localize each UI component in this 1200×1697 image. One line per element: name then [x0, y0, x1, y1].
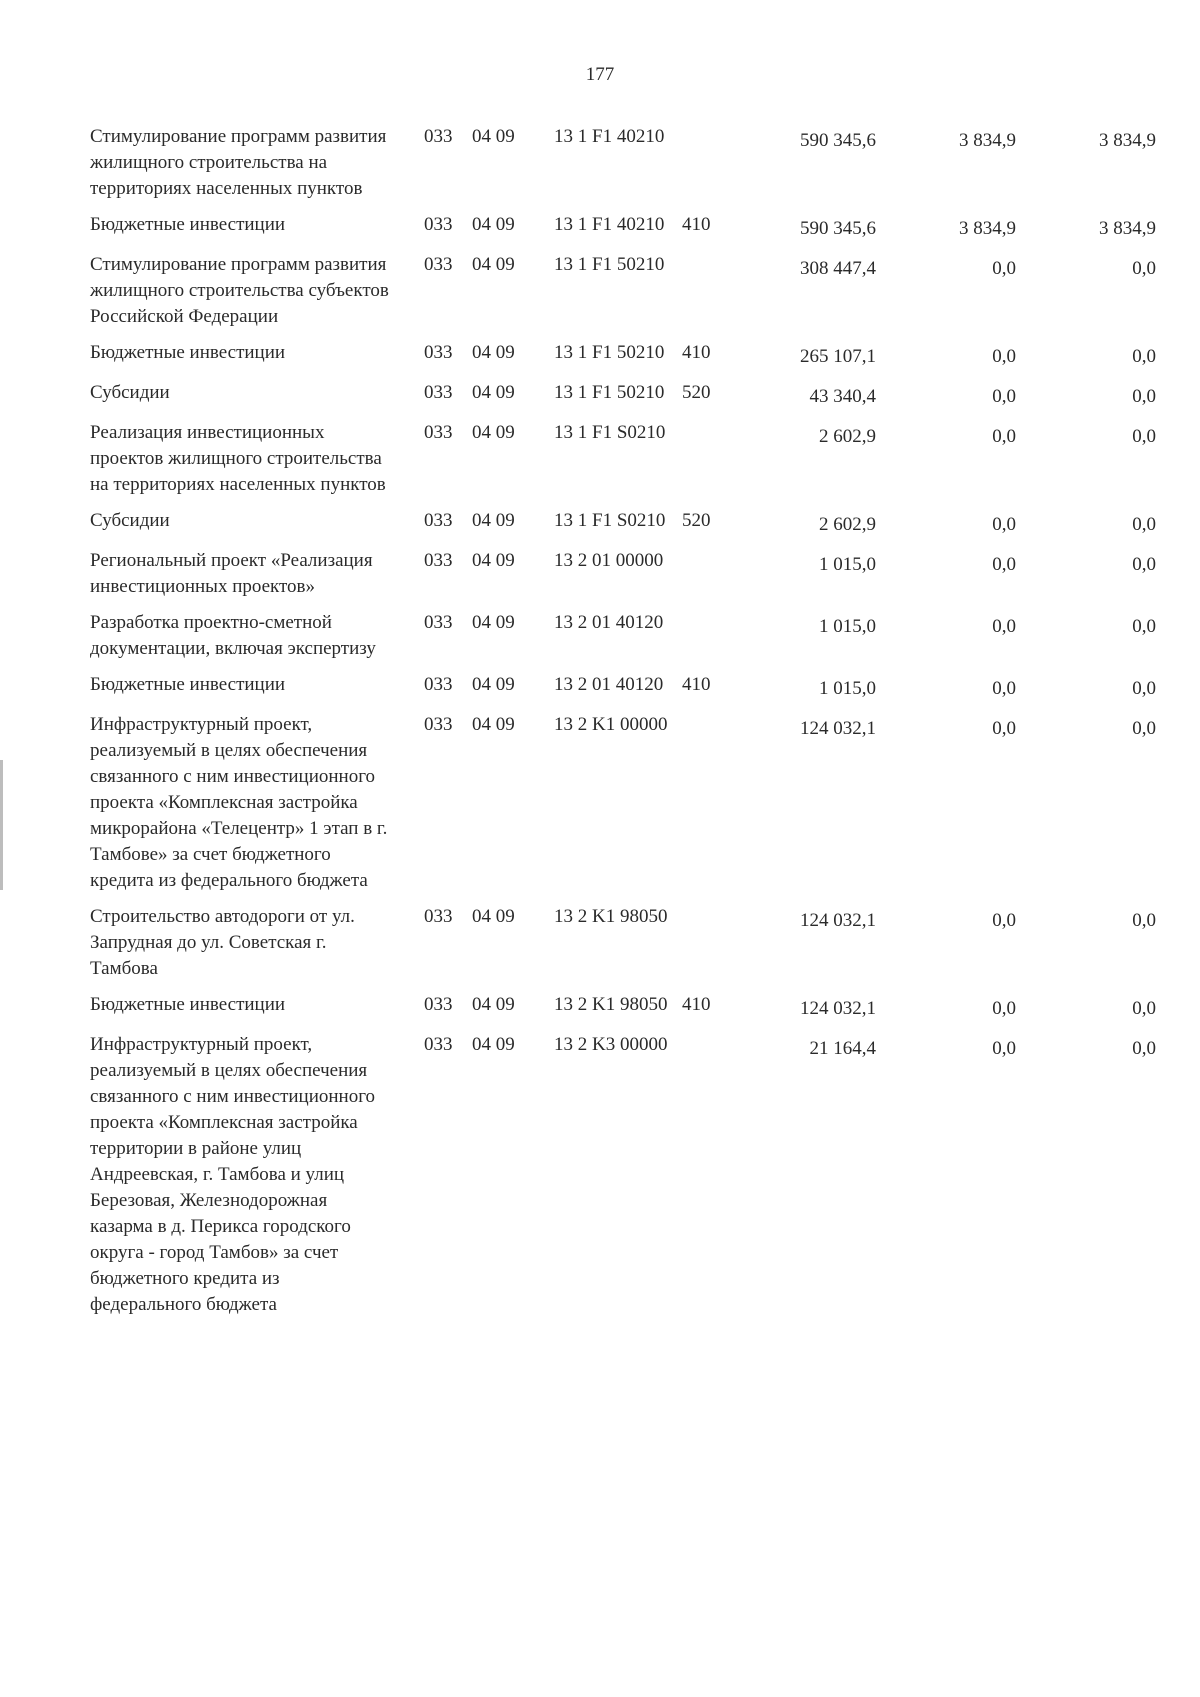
row-value-year3: 0,0	[1132, 554, 1156, 575]
row-value-year2: 0,0	[992, 616, 1016, 637]
row-name: Реализация инвестиционных проектов жилищного строительства на территориях населенных пунктов	[90, 422, 386, 495]
row-value-year3: 3 834,9	[1099, 130, 1156, 151]
row-value-year1: 1 015,0	[819, 554, 876, 575]
row-value-year2: 0,0	[992, 910, 1016, 931]
row-expense-type: 410	[682, 674, 711, 695]
row-value-year2: 0,0	[992, 1038, 1016, 1059]
row-admin-code: 033	[424, 994, 453, 1015]
scan-edge-mark	[0, 760, 3, 890]
row-name: Субсидии	[90, 382, 170, 403]
row-name: Инфраструктурный проект, реализуемый в целях обеспечения связанного с ним инвестиционного проекта «Комплексная застройка микрорайона «Телецентр» 1 этап в г. Тамбове» за счет бюджетного кредита из федерального бюджета	[90, 714, 388, 891]
table-row	[90, 548, 1170, 600]
row-section-code: 04 09	[472, 342, 515, 363]
row-name: Разработка проектно-сметной документации, включая экспертизу	[90, 612, 376, 659]
row-name: Стимулирование программ развития жилищного строительства субъектов Российской Федерации	[90, 254, 389, 327]
row-target-code: 13 1 F1 50210	[554, 254, 665, 275]
row-expense-type	[682, 420, 728, 498]
row-value-year2: 3 834,9	[959, 130, 1016, 151]
row-expense-type	[682, 610, 728, 662]
row-value-year1: 21 164,4	[809, 1038, 876, 1059]
table-row	[90, 124, 1170, 202]
row-target-code: 13 1 F1 40210	[554, 214, 665, 235]
row-expense-type	[682, 124, 728, 202]
row-section-code: 04 09	[472, 906, 515, 927]
row-value-year2: 0,0	[992, 346, 1016, 367]
row-expense-type: 410	[682, 214, 711, 235]
row-target-code: 13 1 F1 50210	[554, 382, 665, 403]
table-row	[90, 380, 1170, 410]
row-section-code: 04 09	[472, 214, 515, 235]
row-value-year3: 0,0	[1132, 678, 1156, 699]
row-value-year3: 0,0	[1132, 426, 1156, 447]
row-value-year1: 590 345,6	[800, 218, 876, 239]
row-name: Бюджетные инвестиции	[90, 674, 286, 695]
row-target-code: 13 1 F1 40210	[554, 126, 665, 147]
row-value-year3: 0,0	[1132, 998, 1156, 1019]
row-value-year1: 590 345,6	[800, 130, 876, 151]
table-row	[90, 212, 1170, 242]
row-value-year2: 3 834,9	[959, 218, 1016, 239]
row-expense-type	[682, 1032, 728, 1318]
table-row	[90, 340, 1170, 370]
row-value-year2: 0,0	[992, 718, 1016, 739]
row-value-year1: 124 032,1	[800, 998, 876, 1019]
table-row	[90, 712, 1170, 894]
row-admin-code: 033	[424, 126, 453, 147]
row-value-year3: 0,0	[1132, 1038, 1156, 1059]
budget-table	[90, 124, 1170, 1328]
row-target-code: 13 2 01 40120	[554, 612, 664, 633]
row-value-year3: 0,0	[1132, 616, 1156, 637]
row-expense-type	[682, 712, 728, 894]
row-target-code: 13 2 K1 00000	[554, 714, 668, 735]
row-value-year3: 0,0	[1132, 910, 1156, 931]
row-section-code: 04 09	[472, 994, 515, 1015]
row-value-year1: 1 015,0	[819, 678, 876, 699]
row-target-code: 13 2 01 40120	[554, 674, 664, 695]
row-value-year2: 0,0	[992, 426, 1016, 447]
page-number: 177	[585, 64, 615, 85]
row-expense-type	[682, 548, 728, 600]
row-value-year2: 0,0	[992, 514, 1016, 535]
row-value-year3: 0,0	[1132, 718, 1156, 739]
row-value-year2: 0,0	[992, 554, 1016, 575]
row-section-code: 04 09	[472, 612, 515, 633]
row-admin-code: 033	[424, 422, 453, 443]
table-row	[90, 420, 1170, 498]
row-value-year1: 2 602,9	[819, 426, 876, 447]
row-admin-code: 033	[424, 906, 453, 927]
table-row	[90, 252, 1170, 330]
row-section-code: 04 09	[472, 674, 515, 695]
row-name: Бюджетные инвестиции	[90, 342, 286, 363]
row-admin-code: 033	[424, 550, 453, 571]
row-admin-code: 033	[424, 1034, 453, 1055]
row-admin-code: 033	[424, 674, 453, 695]
row-value-year1: 265 107,1	[800, 346, 876, 367]
row-section-code: 04 09	[472, 1034, 515, 1055]
row-admin-code: 033	[424, 214, 453, 235]
row-value-year1: 43 340,4	[809, 386, 876, 407]
row-target-code: 13 1 F1 S0210	[554, 510, 666, 531]
row-section-code: 04 09	[472, 714, 515, 735]
row-admin-code: 033	[424, 510, 453, 531]
row-section-code: 04 09	[472, 126, 515, 147]
row-value-year1: 2 602,9	[819, 514, 876, 535]
row-target-code: 13 2 K1 98050	[554, 906, 668, 927]
row-name: Инфраструктурный проект, реализуемый в целях обеспечения связанного с ним инвестиционного проекта «Комплексная застройка территории в районе улиц Андреевская, г. Тамбова и улиц Березовая, Железнодорожная казарма в д. Перикса городского округа - город Тамбов» за счет бюджетного кредита из федерального бюджета	[90, 1034, 376, 1315]
row-section-code: 04 09	[472, 510, 515, 531]
row-section-code: 04 09	[472, 382, 515, 403]
row-target-code: 13 2 K3 00000	[554, 1034, 668, 1055]
table-row	[90, 508, 1170, 538]
row-admin-code: 033	[424, 342, 453, 363]
row-name: Стимулирование программ развития жилищного строительства на территориях населенных пунктов	[90, 126, 387, 199]
row-value-year3: 0,0	[1132, 514, 1156, 535]
table-row	[90, 992, 1170, 1022]
row-section-code: 04 09	[472, 550, 515, 571]
row-name: Строительство автодороги от ул. Запрудная до ул. Советская г. Тамбова	[90, 906, 355, 979]
row-target-code: 13 2 01 00000	[554, 550, 664, 571]
row-admin-code: 033	[424, 382, 453, 403]
row-value-year2: 0,0	[992, 258, 1016, 279]
row-expense-type	[682, 904, 728, 982]
row-admin-code: 033	[424, 612, 453, 633]
row-value-year3: 0,0	[1132, 386, 1156, 407]
row-target-code: 13 1 F1 S0210	[554, 422, 666, 443]
table-row	[90, 904, 1170, 982]
row-name: Региональный проект «Реализация инвестиционных проектов»	[90, 550, 373, 597]
row-expense-type	[682, 252, 728, 330]
row-expense-type: 410	[682, 994, 711, 1015]
row-target-code: 13 2 K1 98050	[554, 994, 668, 1015]
table-row	[90, 610, 1170, 662]
row-name: Бюджетные инвестиции	[90, 994, 286, 1015]
row-value-year2: 0,0	[992, 998, 1016, 1019]
table-row	[90, 672, 1170, 702]
row-expense-type: 520	[682, 382, 711, 403]
row-expense-type: 410	[682, 342, 711, 363]
row-value-year1: 308 447,4	[800, 258, 876, 279]
row-value-year1: 124 032,1	[800, 910, 876, 931]
row-value-year1: 1 015,0	[819, 616, 876, 637]
row-admin-code: 033	[424, 254, 453, 275]
row-section-code: 04 09	[472, 422, 515, 443]
row-value-year2: 0,0	[992, 678, 1016, 699]
row-name: Субсидии	[90, 510, 170, 531]
row-value-year3: 0,0	[1132, 258, 1156, 279]
table-row	[90, 1032, 1170, 1318]
row-value-year3: 3 834,9	[1099, 218, 1156, 239]
row-value-year1: 124 032,1	[800, 718, 876, 739]
row-value-year2: 0,0	[992, 386, 1016, 407]
row-target-code: 13 1 F1 50210	[554, 342, 665, 363]
row-section-code: 04 09	[472, 254, 515, 275]
row-admin-code: 033	[424, 714, 453, 735]
row-value-year3: 0,0	[1132, 346, 1156, 367]
row-name: Бюджетные инвестиции	[90, 214, 286, 235]
row-expense-type: 520	[682, 510, 711, 531]
